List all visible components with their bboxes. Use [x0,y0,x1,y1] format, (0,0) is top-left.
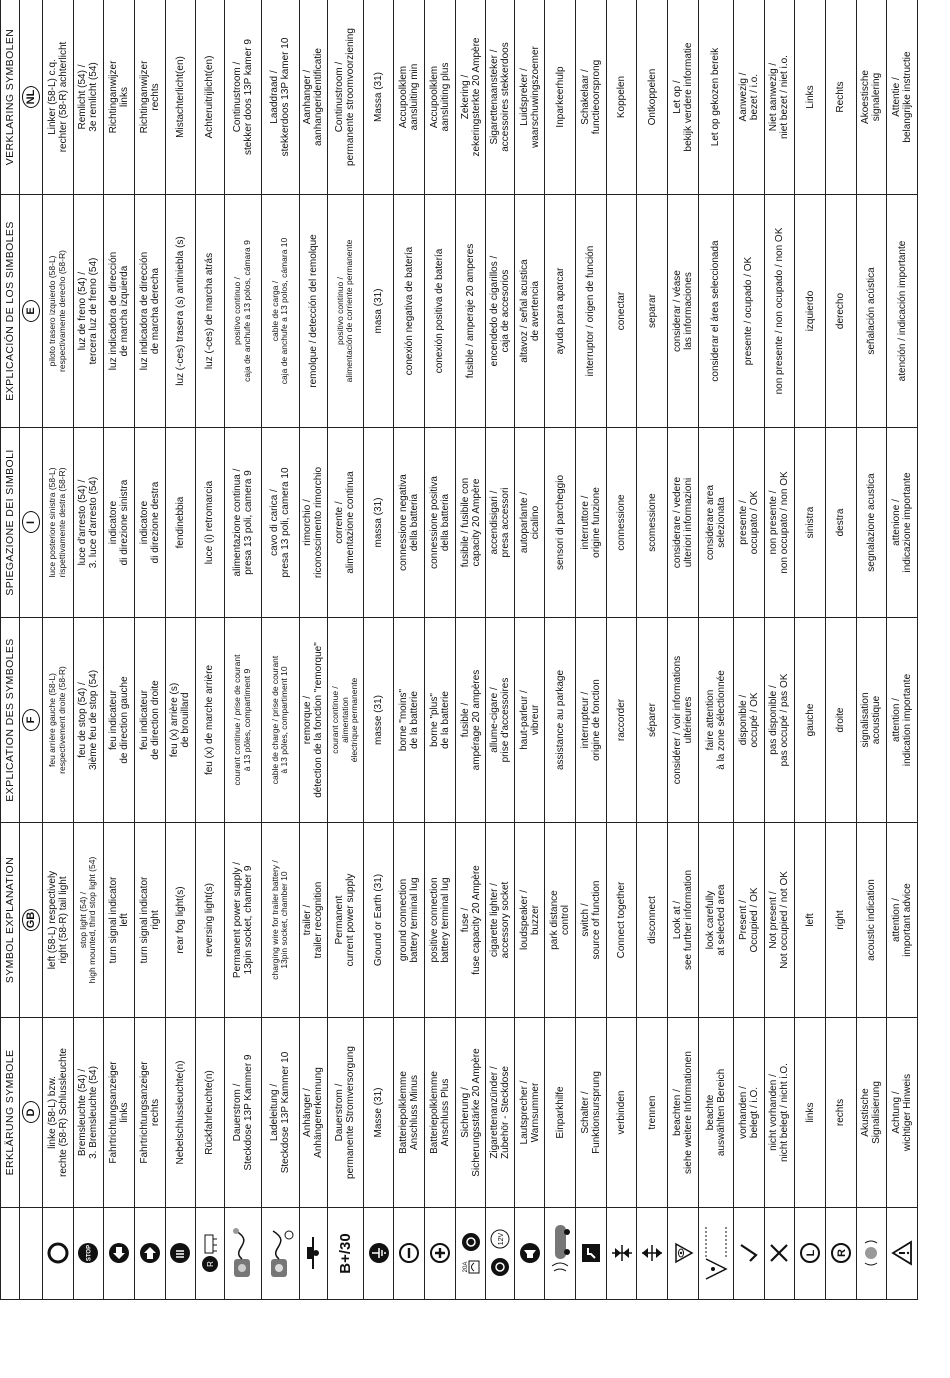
explanation-nl: Attentie / belangrijke instructie [887,0,918,195]
explanation-e: cable de carga / caja de anchufe a 13 polos, cámara 10 [262,195,299,428]
symbol-cell [733,1208,764,1300]
explanation-d: Dauerstrom / Steckdose 13P Kammer 9 [224,1018,261,1208]
explanation-f: allume-cigare / prise d'accessoires [486,618,514,823]
symbol-cell [363,1208,394,1300]
header-title-gb: SYMBOL EXPLANATION [1,823,20,1018]
explanation-nl: Sigarettenaansteker / accessoires stekkerdoos [486,0,514,195]
cigarette-lighter-icon [487,1211,512,1296]
explanation-gb: Permanent current power supply [328,823,364,1018]
explanation-nl: Linker (58-L) c.q. rechter (58-R) achterlicht [43,0,74,195]
symbol-cell [576,1208,607,1300]
explanation-d: Sicherung / Sicherungsstärke 20 Ampère [455,1018,486,1208]
explanation-nl: Let op / bekijk verdere informatie [668,0,699,195]
fuse-icon [457,1211,485,1296]
legend-row [825,0,856,1300]
explanation-d: trennen [637,1018,668,1208]
loudspeaker-icon [516,1211,544,1296]
explanation-e: atención / indicación importante [887,195,918,428]
explanation-e: luz de freno (54) / tercera luz de freno (54) [73,195,104,428]
header-title-i: SPIEGAZIONE DEI SIMBOLI [1,428,20,618]
symbol-cell [825,1208,856,1300]
explanation-f: gauche [795,618,826,823]
right-r-icon [827,1211,855,1296]
park-assist-icon [546,1211,574,1296]
symbol-cell [698,1208,733,1300]
legend-row [43,0,74,1300]
rear-fog-light-icon [167,1211,195,1296]
svg-text:R: R [205,1261,215,1268]
legend-body [43,0,918,1300]
explanation-gb: Permanent power supply / 13pin socket, chamber 9 [224,823,261,1018]
explanation-gb: positive connection battery terminal lug [425,823,456,1018]
left-l-icon [796,1211,824,1296]
explanation-d: linke (58-L) bzw. rechte (58-R) Schlussleuchte [43,1018,74,1208]
b-plus-30-label: B+/30 [336,1233,354,1274]
language-code-nl: NL [22,86,40,108]
symbol-column-header [1,1208,20,1300]
explanation-d: Fahrtrichtungsanzeiger links [104,1018,135,1208]
explanation-nl: Mistachterlicht(en) [165,0,196,195]
explanation-gb: right [825,823,856,1018]
explanation-i: considerare / vedere ulteriori informazioni [668,428,699,618]
explanation-i: connessione positiva della batteria [425,428,456,618]
explanation-d: vorhanden / belegt / i.O. [733,1018,764,1208]
explanation-i: non presente / non occupato / non OK [764,428,795,618]
trailer-icon [301,1211,326,1296]
explanation-f: feu de stop (54) / 3ième feu de stop (54) [73,618,104,823]
explanation-d: Achtung / wichtiger Hinweis [887,1018,918,1208]
explanation-e: luz (-ces) trasera (s) antiniebla (s) [165,195,196,428]
explanation-gb: cigarette lighter / accessory socket [486,823,514,1018]
ground-icon [365,1211,393,1296]
legend-row [455,0,486,1300]
legend-row [733,0,764,1300]
explanation-i: connessione [606,428,637,618]
symbol-cell [196,1208,224,1300]
explanation-e: remolque / detección del remolque [299,195,327,428]
legend-row [637,0,668,1300]
explanation-d: links [795,1018,826,1208]
legend-row [668,0,699,1300]
explanation-f: courant continue / alimentation électrique permanente [328,618,364,823]
explanation-gb: turn signal indicator right [134,823,165,1018]
explanation-d: Bremsleuchte (54) / 3. Bremsleuchte (54) [73,1018,104,1208]
explanation-i: luce (i) retromarcia [196,428,224,618]
explanation-nl: Accupoolklem aansluiting min [394,0,425,195]
b-plus-30-icon [329,1211,362,1296]
legend-row [299,0,327,1300]
explanation-e: luz indicadora de dirección de marcha izquierda [104,195,135,428]
explanation-gb: attention / important advice [887,823,918,1018]
explanation-gb: stop light (54) / high mounted, third stop light (54) [73,823,104,1018]
explanation-e: interruptor / origen de función [576,195,607,428]
explanation-d: Batteriepolklemme Anschluss Minus [394,1018,425,1208]
symbol-cell [887,1208,918,1300]
explanation-e: altavoz / señal acustica de avertencia [514,195,545,428]
explanation-gb: ground connection battery terminal lug [394,823,425,1018]
explanation-gb: charging wire for trailer battery / 13pin socket, chamber 10 [262,823,299,1018]
explanation-i: luce d'arresto (54) / 3. luce d'arresto (54) [73,428,104,618]
legend-row [486,0,514,1300]
explanation-i: interruttore / origine funzione [576,428,607,618]
explanation-nl: Ontkoppelen [637,0,668,195]
turn-right-icon [136,1211,164,1296]
symbol-cell [394,1208,425,1300]
explanation-i: luce posteriore sinistra (58-L) rispettivamente destra (58-R) [43,428,74,618]
explanation-f: borne "plus" de la batterie [425,618,456,823]
legend-row [224,0,261,1300]
turn-left-icon [105,1211,133,1296]
explanation-f: cable de charge / prise de courant à 13 pôles, compartiment 10 [262,618,299,823]
disconnect-icon [638,1211,666,1296]
explanation-nl: Continustroom / stekker doos 13P kamer 9 [224,0,261,195]
explanation-nl: Richtinganwijzer links [104,0,135,195]
explanation-nl: Zekering / zekeringsterkte 20 Ampère [455,0,486,195]
legend-row [856,0,887,1300]
svg-text:R: R [835,1249,848,1258]
symbol-cell [43,1208,74,1300]
svg-text:20A: 20A [462,1262,469,1273]
symbol-cell [425,1208,456,1300]
explanation-e: fusible / amperaje 20 amperes [455,195,486,428]
legend-row [73,0,104,1300]
symbol-cell [224,1208,261,1300]
symbol-cell [764,1208,795,1300]
explanation-gb: disconnect [637,823,668,1018]
legend-row [545,0,576,1300]
explanation-nl: Koppelen [606,0,637,195]
explanation-i: fendinebbia [165,428,196,618]
explanation-e: masa (31) [363,195,394,428]
symbol-cell [606,1208,637,1300]
reversing-light-icon [197,1211,222,1296]
symbol-cell [134,1208,165,1300]
explanation-d: Akustische Signalisierung [856,1018,887,1208]
symbol-cell [668,1208,699,1300]
explanation-d: Schalter / Funktionsursprung [576,1018,607,1208]
socket-chamber-10-icon [263,1211,297,1296]
explanation-f: feu indicateur de direction gauche [104,618,135,823]
explanation-gb: loudspeaker / buzzer [514,823,545,1018]
explanation-f: masse (31) [363,618,394,823]
symbol-cell [73,1208,104,1300]
explanation-i: sinistra [795,428,826,618]
switch-icon [577,1211,605,1296]
header-title-d: ERKLÄRUNG SYMBOLE [1,1018,20,1208]
explanation-gb: park distance control [545,823,576,1018]
explanation-d: Zigarettenanzünder / Zubehör - Steckdose [486,1018,514,1208]
explanation-f: considérer / voir informations ultérieures [668,618,699,823]
explanation-i: alimentazione continua / presa 13 poli, camera 9 [224,428,261,618]
explanation-d: rechts [825,1018,856,1208]
explanation-e: conectar [606,195,637,428]
explanation-nl: Inparkeerhulp [545,0,576,195]
warning-icon [888,1211,916,1296]
explanation-e: separar [637,195,668,428]
svg-text:12V: 12V [498,1233,506,1246]
language-code-d: D [22,1102,40,1124]
explanation-e: luz indicadora de dirección de marcha derecha [134,195,165,428]
explanation-f: attention / indication importante [887,618,918,823]
language-code-f: F [22,709,40,731]
explanation-i: attenione / indicazione importante [887,428,918,618]
explanation-e: conexión negativa de batería [394,195,425,428]
explanation-d: Masse (31) [363,1018,394,1208]
symbol-cell [637,1208,668,1300]
explanation-nl: Achteruitrijlicht(en) [196,0,224,195]
explanation-gb: switch / source of function [576,823,607,1018]
explanation-gb: Look at / see further information [668,823,699,1018]
explanation-e: señalación acústica [856,195,887,428]
explanation-f: borne "moins" de la batterie [394,618,425,823]
explanation-i: presente / occupato / OK [733,428,764,618]
explanation-i: cavo di carica / presa 13 poli, camera 10 [262,428,299,618]
legend-row [764,0,795,1300]
symbol-cell [856,1208,887,1300]
explanation-f: faire attention à la zone sélectionnée [698,618,733,823]
explanation-f: feu (x) de marche arrière [196,618,224,823]
explanation-i: accendisigari / presa accessori [486,428,514,618]
explanation-gb: fuse / fuse capacity 20 Ampère [455,823,486,1018]
svg-text:STOP: STOP [86,1245,93,1262]
explanation-nl: Richtinganwijzer rechts [134,0,165,195]
explanation-d: Fahrtrichtungsanzeiger rechts [134,1018,165,1208]
explanation-i: fusibile / fusibile con capacity 20 Ampère [455,428,486,618]
legend-row [606,0,637,1300]
explanation-i: rimorchio / riconoscimento rimorchio [299,428,327,618]
header-title-e: EXPLICACIÓN DE LOS SIMBOLES [1,195,20,428]
explanation-e: non presente / non ocupado / non OK [764,195,795,428]
legend-row [795,0,826,1300]
explanation-nl: Aanwezig / bezet / i.o. [733,0,764,195]
explanation-f: pas disponible / pas occupé / pas OK [764,618,795,823]
symbol-cell [545,1208,576,1300]
explanation-e: conexión positiva de batería [425,195,456,428]
language-code-gb: GB [22,909,40,932]
explanation-i: sensori di parcheggio [545,428,576,618]
header-title-nl: VERKLARING SYMBOLEN [1,0,20,195]
explanation-f: disponible / occupé / OK [733,618,764,823]
legend-row [887,0,918,1300]
explanation-d: verbinden [606,1018,637,1208]
eye-area-icon [700,1211,732,1296]
explanation-f: feu (x) arrière (s) de brouillard [165,618,196,823]
explanation-d: Batteriepolklemme Anschluss Plus [425,1018,456,1208]
language-code-e: E [22,300,40,322]
explanation-e: considerar / véase las informaciones [668,195,699,428]
explanation-e: positivo continuo / alimentación de corriente permanente [328,195,364,428]
explanation-e: derecho [825,195,856,428]
explanation-gb: turn signal indicator left [104,823,135,1018]
explanation-nl: Niet aanwezig / niet bezet / niet i.o. [764,0,795,195]
symbol-cell [262,1208,299,1300]
symbol-cell [328,1208,364,1300]
explanation-d: Lautsprecher / Warnsummer [514,1018,545,1208]
language-code-i: I [22,512,40,534]
explanation-d: beachten / siehe weitere Informationen [668,1018,699,1208]
explanation-i: destra [825,428,856,618]
explanation-f: droite [825,618,856,823]
legend-row [363,0,394,1300]
connect-icon [608,1211,636,1296]
explanation-nl: Continustroom / permanente stroomvoorziening [328,0,364,195]
symbol-cell [299,1208,327,1300]
explanation-f: remorque / détection de la fonction "remorque" [299,618,327,823]
legend-row [576,0,607,1300]
plus-icon [426,1211,454,1296]
explanation-d: Rückfahrleuchte(n) [196,1018,224,1208]
explanation-f: feu indicateur de direction droite [134,618,165,823]
explanation-d: Ladeleitung / Steckdose 13P Kammer 10 [262,1018,299,1208]
explanation-gb: trailer / trailer recognition [299,823,327,1018]
explanation-nl: Aanhanger / aanhangeridentificatie [299,0,327,195]
explanation-i: segnalazione acustica [856,428,887,618]
legend-row [514,0,545,1300]
explanation-i: indicatore di direzione sinistra [104,428,135,618]
symbol-code-blank [20,1208,43,1300]
symbol-cell [514,1208,545,1300]
explanation-e: piloto trasero izquierdo (58-L) respectivamente derecho (58-R) [43,195,74,428]
explanation-gb: look carefully at selected area [698,823,733,1018]
explanation-nl: Akoestische signalering [856,0,887,195]
checkmark-icon [735,1211,763,1296]
explanation-i: considerare area selezionata [698,428,733,618]
explanation-gb: reversing light(s) [196,823,224,1018]
minus-icon [395,1211,423,1296]
explanation-d: nicht vorhanden / nicht belegt / nicht i.O. [764,1018,795,1208]
symbol-cell [795,1208,826,1300]
explanation-e: izquierdo [795,195,826,428]
explanation-nl: Remlicht (54) / 3e remlicht (54) [73,0,104,195]
explanation-e: presente / ocupado / OK [733,195,764,428]
explanation-e: positivo continuo / caja de anchufe a 13 polos, cámara 9 [224,195,261,428]
explanation-gb: left (58-L) respectively right (58-R) tail light [43,823,74,1018]
explanation-gb: left [795,823,826,1018]
explanation-e: considerar el área seleccionada [698,195,733,428]
explanation-f: fusible / ampérage 20 ampères [455,618,486,823]
cross-icon [766,1211,794,1296]
legend-row [394,0,425,1300]
explanation-f: séparer [637,618,668,823]
explanation-f: assistance au parkage [545,618,576,823]
explanation-i: autoparlante / cicalino [514,428,545,618]
header-title-f: EXPLICATION DES SYMBOLES [1,618,20,823]
explanation-nl: Laaddraad / stekkerdoos 13P kamer 10 [262,0,299,195]
explanation-e: ayuda para aparcar [545,195,576,428]
explanation-d: Dauerstrom / permanente Stromversorgung [328,1018,364,1208]
explanation-nl: Luidspreker / waarschuwingszoemer [514,0,545,195]
legend-row [262,0,299,1300]
explanation-nl: Links [795,0,826,195]
explanation-d: Anhänger / Anhängererkennung [299,1018,327,1208]
socket-chamber-9-icon [226,1211,260,1296]
explanation-f: signalisation acoustique [856,618,887,823]
explanation-gb: rear fog light(s) [165,823,196,1018]
explanation-f: courant continue / prise de courant à 13 pôles, compartiment 9 [224,618,261,823]
explanation-f: feu arrière gauche (58-L) respectivement droite (58-R) [43,618,74,823]
explanation-d: beachte auswählten Bereich [698,1018,733,1208]
symbol-cell [165,1208,196,1300]
explanation-i: corrente / alimentazione continua [328,428,364,618]
explanation-f: interrupteur / origine de fonction [576,618,607,823]
explanation-i: massa (31) [363,428,394,618]
explanation-f: haut-parleur / vibreur [514,618,545,823]
legend-row [328,0,364,1300]
explanation-gb: Connect together [606,823,637,1018]
explanation-nl: Massa (31) [363,0,394,195]
explanation-gb: Not present / Not occupied / not OK [764,823,795,1018]
explanation-d: Nebelschlussleuchte(n) [165,1018,196,1208]
tail-light-icon [44,1211,72,1296]
explanation-d: Einparkhilfe [545,1018,576,1208]
header-code-row [20,0,43,1300]
legend-row [196,0,224,1300]
header-title-row [1,0,20,1300]
eye-icon [669,1211,697,1296]
explanation-nl: Accupoolklem aansluiting plus [425,0,456,195]
legend-row [134,0,165,1300]
legend-row [104,0,135,1300]
explanation-f: raccorder [606,618,637,823]
legend-row [165,0,196,1300]
acoustic-icon [858,1211,886,1296]
stop-light-icon [75,1211,103,1296]
symbol-cell [104,1208,135,1300]
svg-text:L: L [805,1250,818,1257]
explanation-i: connessione negativa della batteria [394,428,425,618]
explanation-i: indicatore di direzione destra [134,428,165,618]
explanation-nl: Let op gekozen bereik [698,0,733,195]
explanation-gb: acoustic indication [856,823,887,1018]
explanation-e: luz (-ces) de marcha atrás [196,195,224,428]
legend-row [425,0,456,1300]
explanation-e: encendedo de cigarillos / caja de accesorios [486,195,514,428]
legend-row [698,0,733,1300]
explanation-gb: Present / Occupied / OK [733,823,764,1018]
explanation-nl: Rechts [825,0,856,195]
explanation-nl: Schakelaar / functieoorsprong [576,0,607,195]
symbol-cell [455,1208,486,1300]
explanation-i: scomessione [637,428,668,618]
symbol-cell [486,1208,514,1300]
explanation-gb: Ground or Earth (31) [363,823,394,1018]
